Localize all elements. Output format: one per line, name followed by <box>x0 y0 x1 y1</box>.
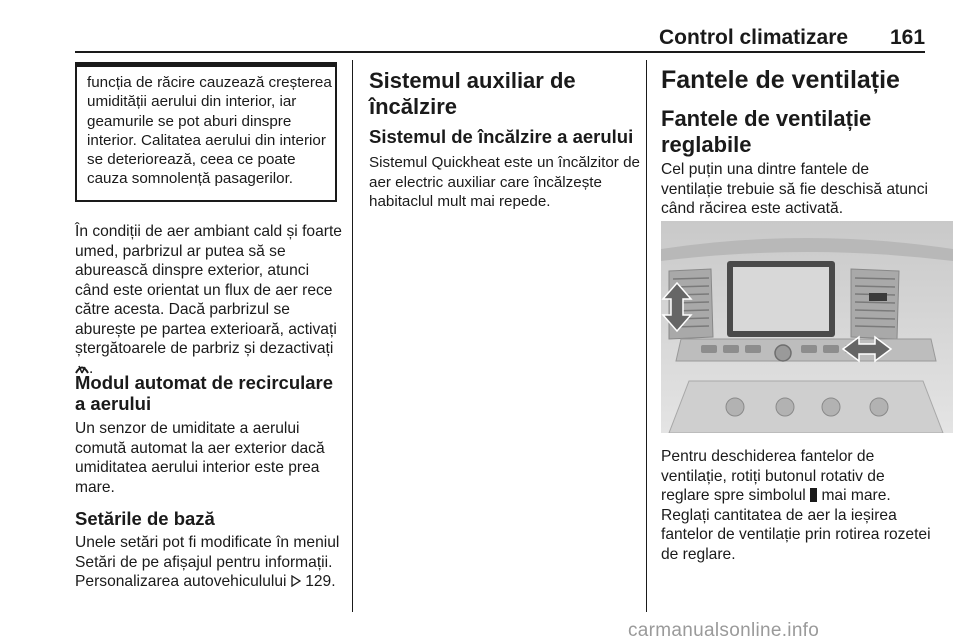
heading-recirculation: Modul automat de recirculare a aerului <box>75 372 334 414</box>
heading-air-heating: Sistemul de încălzire a aerului <box>369 126 634 147</box>
header-title: Control climatizare <box>659 26 849 49</box>
page-reference-icon[interactable] <box>291 573 301 585</box>
dashboard-vents-illustration <box>661 221 953 433</box>
paragraph-settings: Unele setări pot fi modificate în meniul Setări de pe afișajul pentru informații. Personalizarea autovehiculului 129. <box>75 534 340 590</box>
page-reference-link[interactable]: 129. <box>305 573 336 590</box>
header-rule <box>75 51 925 53</box>
heading-adjustable-vents: Fantele de ventilație reglabile <box>661 106 872 157</box>
airflow-level-icon <box>810 488 817 502</box>
watermark: carmanualsonline.info <box>628 620 820 641</box>
infotainment-screen <box>727 261 835 337</box>
column-divider-2 <box>646 60 647 612</box>
column-divider-1 <box>352 60 353 612</box>
paragraph-vent-open: Cel puțin una dintre fantele de ventilație trebuie să fie deschisă atunci când răcirea este activată. <box>661 161 928 217</box>
paragraph-windscreen: În condiții de aer ambiant cald și foarte umed, parbrizul ar putea să se aburească dinspre exterior, atunci când este orientat un flux de aer rece către acesta. Dacă parbrizul se aburește pe partea exterioară, activați ștergătoarele de parbriz și dezactivați . <box>75 223 342 377</box>
paragraph-quickheat: Sistemul Quickheat este un încălzitor de aer electric auxiliar care încălzește habitaclul mult mai repede. <box>369 154 640 210</box>
heading-aux-heating: Sistemul auxiliar de încălzire <box>369 68 576 119</box>
heading-basic-settings: Setările de bază <box>75 508 215 529</box>
paragraph-humidity: Un senzor de umiditate a aerului comută automat la aer exterior dacă umiditatea aerului interior este prea mare. <box>75 420 325 496</box>
paragraph-vent-adjust: Pentru deschiderea fantelor de ventilație, rotiți butonul rotativ de reglare spre simbolul mai mare. Reglați cantitatea de aer la ieșirea fantelor de ventilație prin rotirea rozetei de reglare. <box>661 448 931 563</box>
page-number: 161 <box>890 26 926 49</box>
right-air-vent <box>851 269 899 339</box>
warning-box <box>75 62 337 202</box>
paragraph-text: În condiții de aer ambiant cald și foarte umed, parbrizul ar putea să se aburească dinspre exterior, atunci când este orientat un flux de aer rece către acesta. Dacă parbrizul se aburește pe partea exterioară, activați ștergătoarele de parbriz și dezactivați <box>75 223 342 357</box>
heading-air-vents: Fantele de ventilație <box>661 66 900 94</box>
warning-text: funcția de răcire cauzează creșterea umidității aerului din interior, iar geamurile se pot aburi dinspre interior. Calitatea aerului din interior se deteriorează, ceea ce poate cauza somnolență pasagerilor. <box>87 74 332 188</box>
